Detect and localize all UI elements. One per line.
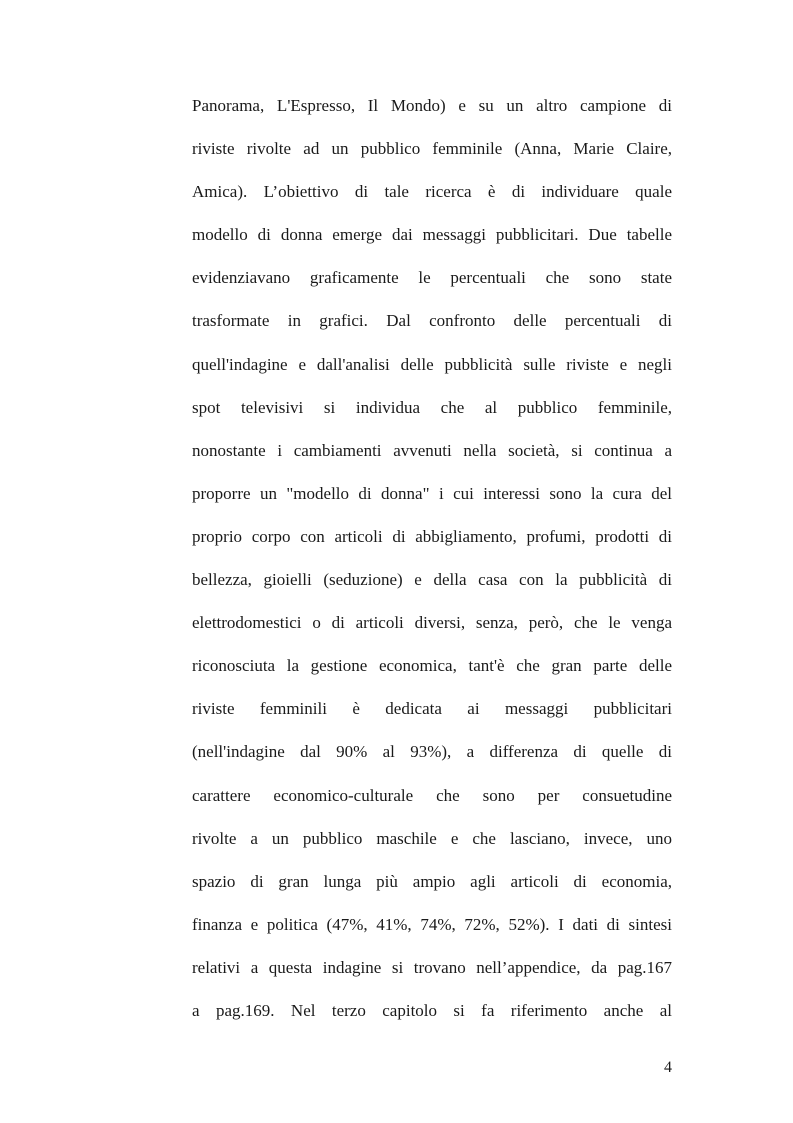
text-line: rivolte a un pubblico maschile e che lasciano, invece, uno [192, 828, 672, 848]
text-line: bellezza, gioielli (seduzione) e della casa con la pubblicità di [192, 570, 672, 590]
text-line: riconosciuta la gestione economica, tant'è che gran parte delle [192, 656, 672, 676]
text-line: finanza e politica (47%, 41%, 74%, 72%, 52%). I dati di sintesi [192, 914, 672, 934]
text-line: spazio di gran lunga più ampio agli articoli di economia, [192, 871, 672, 891]
text-line: spot televisivi si individua che al pubblico femminile, [192, 397, 672, 417]
text-line: Amica). L’obiettivo di tale ricerca è di individuare quale [192, 182, 672, 202]
text-line: quell'indagine e dall'analisi delle pubblicità sulle riviste e negli [192, 354, 672, 374]
text-line: proprio corpo con articoli di abbigliamento, profumi, prodotti di [192, 526, 672, 546]
text-line: carattere economico-culturale che sono per consuetudine [192, 785, 672, 805]
text-line: (nell'indagine dal 90% al 93%), a differenza di quelle di [192, 742, 672, 762]
body-paragraph [192, 88, 672, 1036]
text-line: elettrodomestici o di articoli diversi, senza, però, che le venga [192, 613, 672, 633]
text-line: nonostante i cambiamenti avvenuti nella società, si continua a [192, 440, 672, 460]
text-line: evidenziavano graficamente le percentuali che sono state [192, 268, 672, 288]
text-line: riviste femminili è dedicata ai messaggi pubblicitari [192, 699, 672, 719]
text-line: modello di donna emerge dai messaggi pubblicitari. Due tabelle [192, 225, 672, 245]
page-number: 4 [664, 1059, 672, 1076]
text-line: a pag.169. Nel terzo capitolo si fa riferimento anche al [192, 1000, 672, 1020]
text-line: trasformate in grafici. Dal confronto delle percentuali di [192, 311, 672, 331]
text-line: riviste rivolte ad un pubblico femminile (Anna, Marie Claire, [192, 139, 672, 159]
text-line: Panorama, L'Espresso, Il Mondo) e su un altro campione di [192, 96, 672, 115]
text-line: proporre un "modello di donna" i cui interessi sono la cura del [192, 483, 672, 503]
text-line: relativi a questa indagine si trovano nell’appendice, da pag.167 [192, 957, 672, 977]
